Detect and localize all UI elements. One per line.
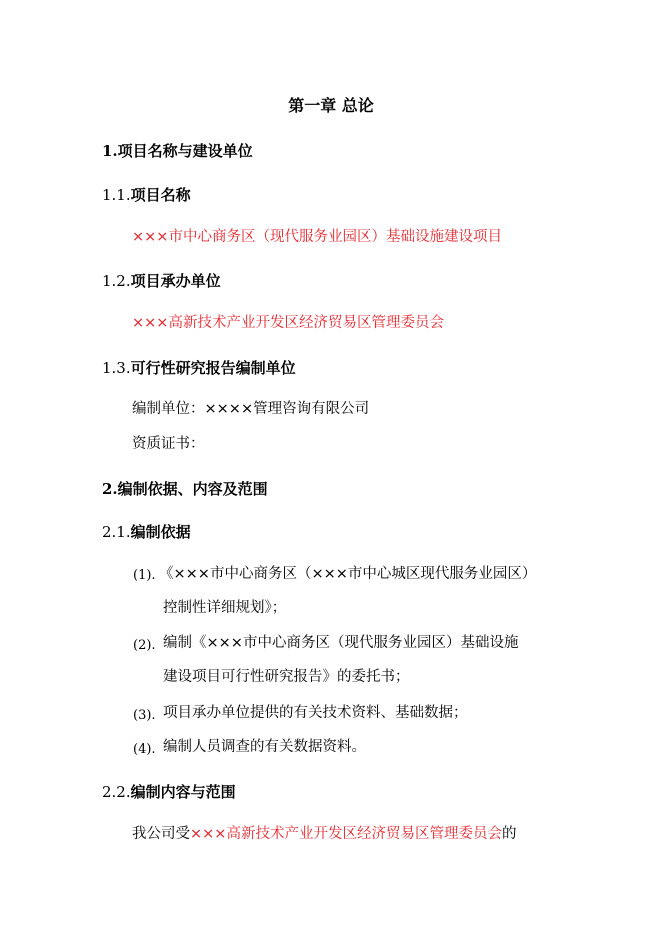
section-title: 编制依据: [130, 523, 191, 541]
list-item-text-continued: 建设项目可行性研究报告》的委托书；: [163, 669, 410, 685]
section-number: 1.1.: [102, 186, 131, 204]
list-item-text: 编制《×××市中心商务区（现代服务业园区）基础设施: [163, 635, 519, 651]
section-1-heading: [102, 141, 253, 161]
section-title: 项目承办单位: [130, 272, 221, 290]
list-item-number: (2).: [133, 638, 156, 653]
commissioning-unit: ×××高新技术产业开发区经济贸易区管理委员会: [190, 826, 502, 842]
paragraph-text: 的: [501, 826, 517, 842]
section-title: 项目名称: [130, 186, 191, 204]
scope-paragraph: [132, 824, 516, 844]
paragraph-text: 我公司受: [132, 826, 190, 842]
section-number: 1.2.: [102, 272, 131, 290]
list-item-text: 项目承办单位提供的有关技术资料、基础数据；: [163, 705, 468, 721]
project-name: ×××市中心商务区（现代服务业园区）基础设施建设项目: [132, 229, 502, 245]
chapter-title: 第一章 总论: [288, 96, 374, 115]
section-title: 编制内容与范围: [130, 783, 236, 801]
section-title: 项目名称与建设单位: [117, 142, 253, 160]
section-number: 1.3.: [102, 359, 131, 377]
compiling-unit: 编制单位：××××管理咨询有限公司: [132, 401, 370, 417]
section-number: 2.1.: [102, 523, 131, 541]
list-item-text: 《×××市中心商务区（×××市中心城区现代服务业园区）: [159, 566, 537, 582]
section-2-2-heading: [102, 782, 236, 802]
list-item-number: (1).: [133, 568, 156, 583]
section-number: 2.: [102, 480, 118, 498]
section-1-1-heading: [102, 185, 191, 205]
list-item-number: (4).: [133, 742, 156, 757]
section-2-heading: [102, 479, 268, 499]
section-title: 可行性研究报告编制单位: [130, 359, 296, 377]
qualification-certificate: 资质证书：: [132, 436, 205, 452]
list-item-text: 编制人员调查的有关数据资料。: [163, 739, 366, 755]
list-item-number: (3).: [133, 708, 156, 723]
undertaking-unit: ×××高新技术产业开发区经济贸易区管理委员会: [132, 315, 444, 331]
section-1-2-heading: [102, 271, 221, 291]
section-number: 2.2.: [102, 783, 131, 801]
list-item-text-continued: 控制性详细规划》；: [163, 600, 287, 616]
section-number: 1.: [102, 142, 118, 160]
section-2-1-heading: [102, 522, 191, 542]
section-title: 编制依据、内容及范围: [117, 480, 268, 498]
section-1-3-heading: [102, 358, 296, 378]
